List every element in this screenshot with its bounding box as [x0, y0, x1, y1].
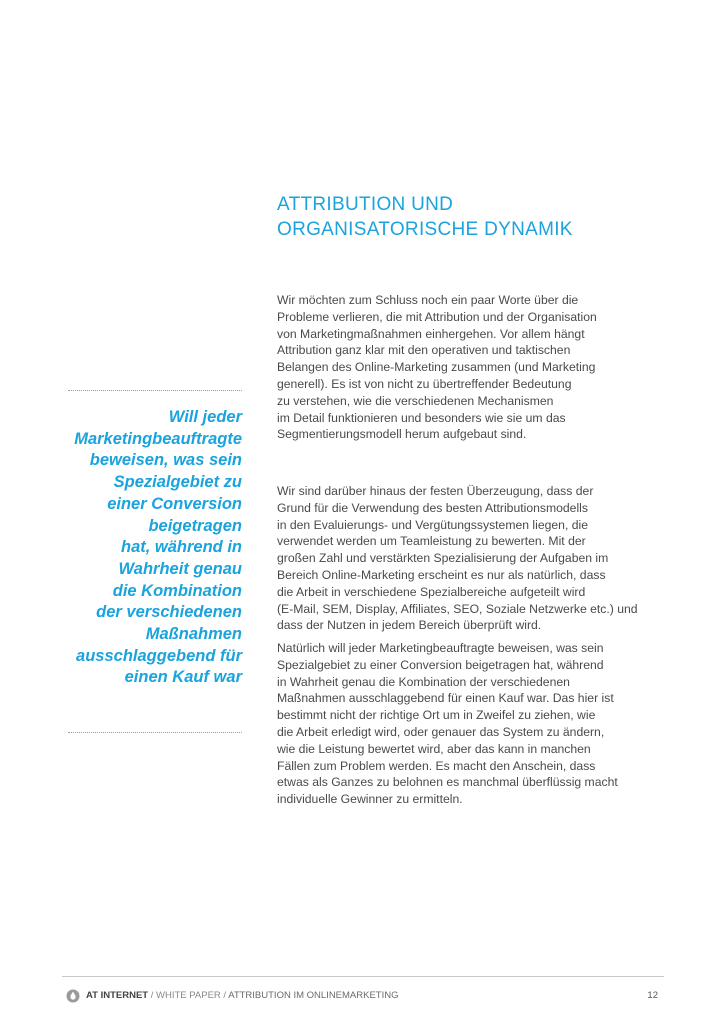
body-paragraph: [277, 292, 667, 443]
footer-breadcrumb: [86, 989, 399, 1003]
text-line: Wir sind darüber hinaus der festen Überzeugung, dass der: [277, 484, 594, 498]
text-line: in Wahrheit genau die Kombination der verschiedenen: [277, 674, 570, 689]
pull-quote-line: Will jeder: [168, 408, 242, 426]
text-line: (E-Mail, SEM, Display, Affiliates, SEO, Soziale Netzwerke etc.) und: [277, 601, 638, 616]
text-line: im Detail funktionieren und besonders wie sie um das: [277, 410, 566, 425]
pull-quote-line: Maßnahmen: [145, 625, 242, 644]
footer-divider: [62, 976, 664, 977]
text-line: generell). Es ist von nicht zu übertreffender Bedeutung: [277, 376, 572, 391]
page-number: 12: [647, 990, 658, 1001]
text-line: Bereich Online-Marketing erscheint es nur als natürlich, dass: [277, 567, 606, 582]
text-line: wie die Leistung bewertet wird, aber das kann in manchen: [277, 741, 591, 756]
text-line: individuelle Gewinner zu ermitteln.: [277, 792, 463, 807]
pull-quote-line: Marketingbeauftragte: [74, 429, 242, 448]
text-line: Spezialgebiet zu einer Conversion beigetragen hat, während: [277, 657, 604, 672]
pull-quote-line: ausschlaggebend für: [76, 646, 242, 665]
pull-quote-line: einen Kauf war: [124, 668, 242, 687]
pull-quote-line: Wahrheit genau: [118, 559, 242, 578]
text-line: Probleme verlieren, die mit Attribution und der Organisation: [277, 309, 597, 324]
text-line: Wir möchten zum Schluss noch ein paar Worte über die: [277, 293, 579, 307]
pull-quote-line: hat, während in: [120, 538, 242, 557]
pull-quote: [40, 407, 242, 689]
text-line: großen Zahl und verstärkten Spezialisierung der Aufgaben im: [277, 551, 609, 566]
text-line: Attribution ganz klar mit den operativen und taktischen: [277, 343, 571, 358]
pull-quote-line: der verschiedenen: [96, 603, 242, 622]
text-line: bestimmt nicht der richtige Ort um in Zweifel zu ziehen, wie: [277, 708, 596, 723]
text-line: Grund für die Verwendung des besten Attributionsmodells: [277, 500, 588, 515]
text-line: von Marketingmaßnahmen einhergehen. Vor allem hängt: [277, 326, 585, 341]
footer-separator: /: [148, 990, 157, 1001]
pull-quote-line: Spezialgebiet zu: [113, 473, 242, 492]
footer-separator: /: [220, 990, 229, 1001]
pull-quote-line: beweisen, was sein: [89, 451, 242, 470]
section-heading-line: ORGANISATORISCHE DYNAMIK: [277, 219, 573, 240]
footer-title: ATTRIBUTION IM ONLINEMARKETING: [228, 990, 399, 1001]
text-line: in den Evaluierungs- und Vergütungssystemen liegen, die: [277, 517, 588, 532]
text-line: die Arbeit in verschiedene Spezialbereiche aufgeteilt wird: [277, 584, 586, 599]
section-heading: [277, 192, 697, 242]
section-heading-line: ATTRIBUTION UND: [277, 194, 454, 215]
text-line: zu verstehen, wie die verschiedenen Mechanismen: [277, 393, 554, 408]
text-line: Segmentierungsmodell herum aufgebaut sind.: [277, 427, 527, 442]
page-footer: [66, 989, 664, 1003]
text-line: etwas als Ganzes zu belohnen es manchmal überflüssig macht: [277, 775, 618, 790]
text-line: verwendet werden um Teamleistung zu bewerten. Mit der: [277, 534, 586, 549]
body-paragraph: [277, 640, 667, 808]
footer-brand: AT INTERNET: [86, 990, 149, 1001]
pull-quote-line: die Kombination: [112, 581, 242, 600]
drop-logo-icon: [66, 989, 80, 1003]
text-line: Natürlich will jeder Marketingbeauftragte beweisen, was sein: [277, 641, 604, 655]
text-line: die Arbeit erledigt wird, oder genauer das System zu ändern,: [277, 724, 605, 739]
pull-quote-line: einer Conversion: [107, 494, 242, 513]
pull-quote-line: beigetragen: [148, 516, 242, 535]
footer-section: WHITE PAPER: [156, 990, 221, 1001]
text-line: Belangen des Online-Marketing zusammen (und Marketing: [277, 360, 596, 375]
pull-quote-bottom-divider: [68, 732, 242, 733]
text-line: Maßnahmen ausschlaggebend für einen Kauf war. Das hier ist: [277, 691, 614, 706]
text-line: dass der Nutzen in jedem Bereich überprüft wird.: [277, 618, 542, 633]
pull-quote-top-divider: [68, 390, 242, 391]
text-line: Fällen zum Problem werden. Es macht den Anschein, dass: [277, 758, 596, 773]
body-paragraph: [277, 483, 667, 634]
